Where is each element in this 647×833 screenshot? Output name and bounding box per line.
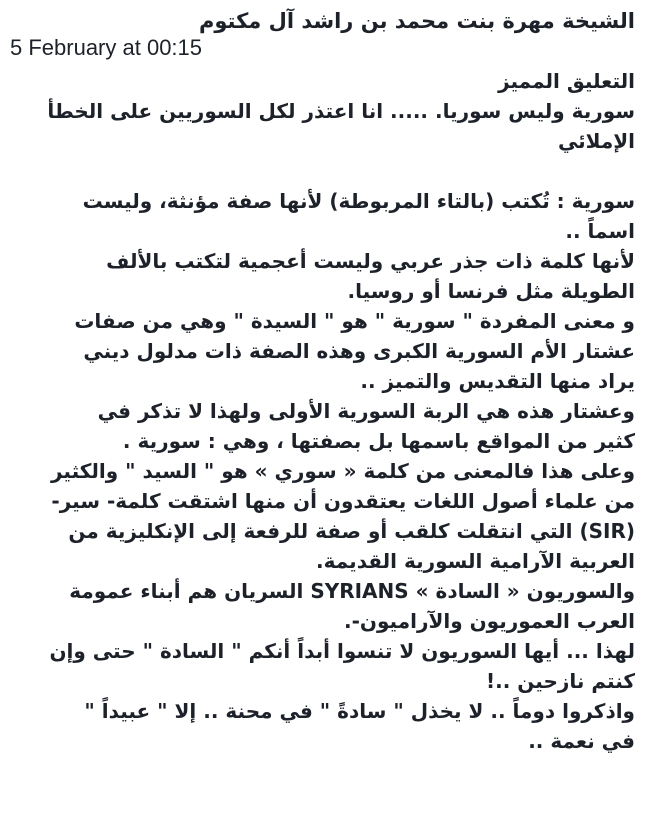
post-blank-line xyxy=(10,156,635,186)
post-line: لهذا ... أيها السوريون لا تنسوا أبداً أنكم " السادة " حتى وإن xyxy=(49,639,635,663)
post-author[interactable]: الشيخة مهرة بنت محمد بن راشد آل مكتوم xyxy=(198,9,635,33)
post-line: وعلى هذا فالمعنى من كلمة « سوري » هو " السيد " والكثير xyxy=(50,459,635,483)
post-line: عشتار الأم السورية الكبرى وهذه الصفة ذات مدلول ديني xyxy=(83,339,635,363)
post-line: و معنى المفردة " سورية " هو " السيدة " وهي من صفات xyxy=(74,309,635,333)
post-timestamp[interactable]: 5 February at 00:15 xyxy=(10,35,203,60)
post-line: العرب العموريون والآراميون-. xyxy=(344,609,635,633)
post-line: يراد منها التقديس والتميز .. xyxy=(360,369,635,393)
post-line-featured-comment-title: التعليق المميز xyxy=(498,69,635,93)
post-line: اسماً .. xyxy=(565,219,635,243)
post-line: سورية : تُكتب (بالتاء المربوطة) لأنها صفة مؤنثة، وليست xyxy=(82,189,635,213)
post-line: والسوريون « السادة » SYRIANS السريان هم أبناء عمومة xyxy=(69,579,635,603)
post-line: وعشتار هذه هي الربة السورية الأولى ولهذا لا تذكر في xyxy=(97,399,635,423)
post-line: من علماء أصول اللغات يعتقدون أن منها اشتقت كلمة- سير- xyxy=(51,489,635,513)
post-line: واذكروا دوماً .. لا يخذل " سادةً " في محنة .. إلا " عبيداً " xyxy=(84,699,635,723)
post-line: كثير من المواقع باسمها بل بصفتها ، وهي : سورية . xyxy=(122,429,635,453)
post-body xyxy=(10,66,635,756)
post-line: (SIR) التي انتقلت كلقب أو صفة للرفعة إلى الإنكليزية من xyxy=(68,519,635,543)
post-line: سورية وليس سوريا. ..... انا اعتذر لكل السوريين على الخطأ xyxy=(47,99,635,123)
post-line: الإملائي xyxy=(557,129,635,153)
post-line: في نعمة .. xyxy=(528,729,635,753)
post-line: الطويلة مثل فرنسا أو روسيا. xyxy=(347,279,635,303)
post-line: لأنها كلمة ذات جذر عربي وليست أعجمية لتكتب بالألف xyxy=(106,249,635,273)
post-line: العربية الآرامية السورية القديمة. xyxy=(316,549,635,573)
post-line: كنتم نازحين ..! xyxy=(486,669,635,693)
